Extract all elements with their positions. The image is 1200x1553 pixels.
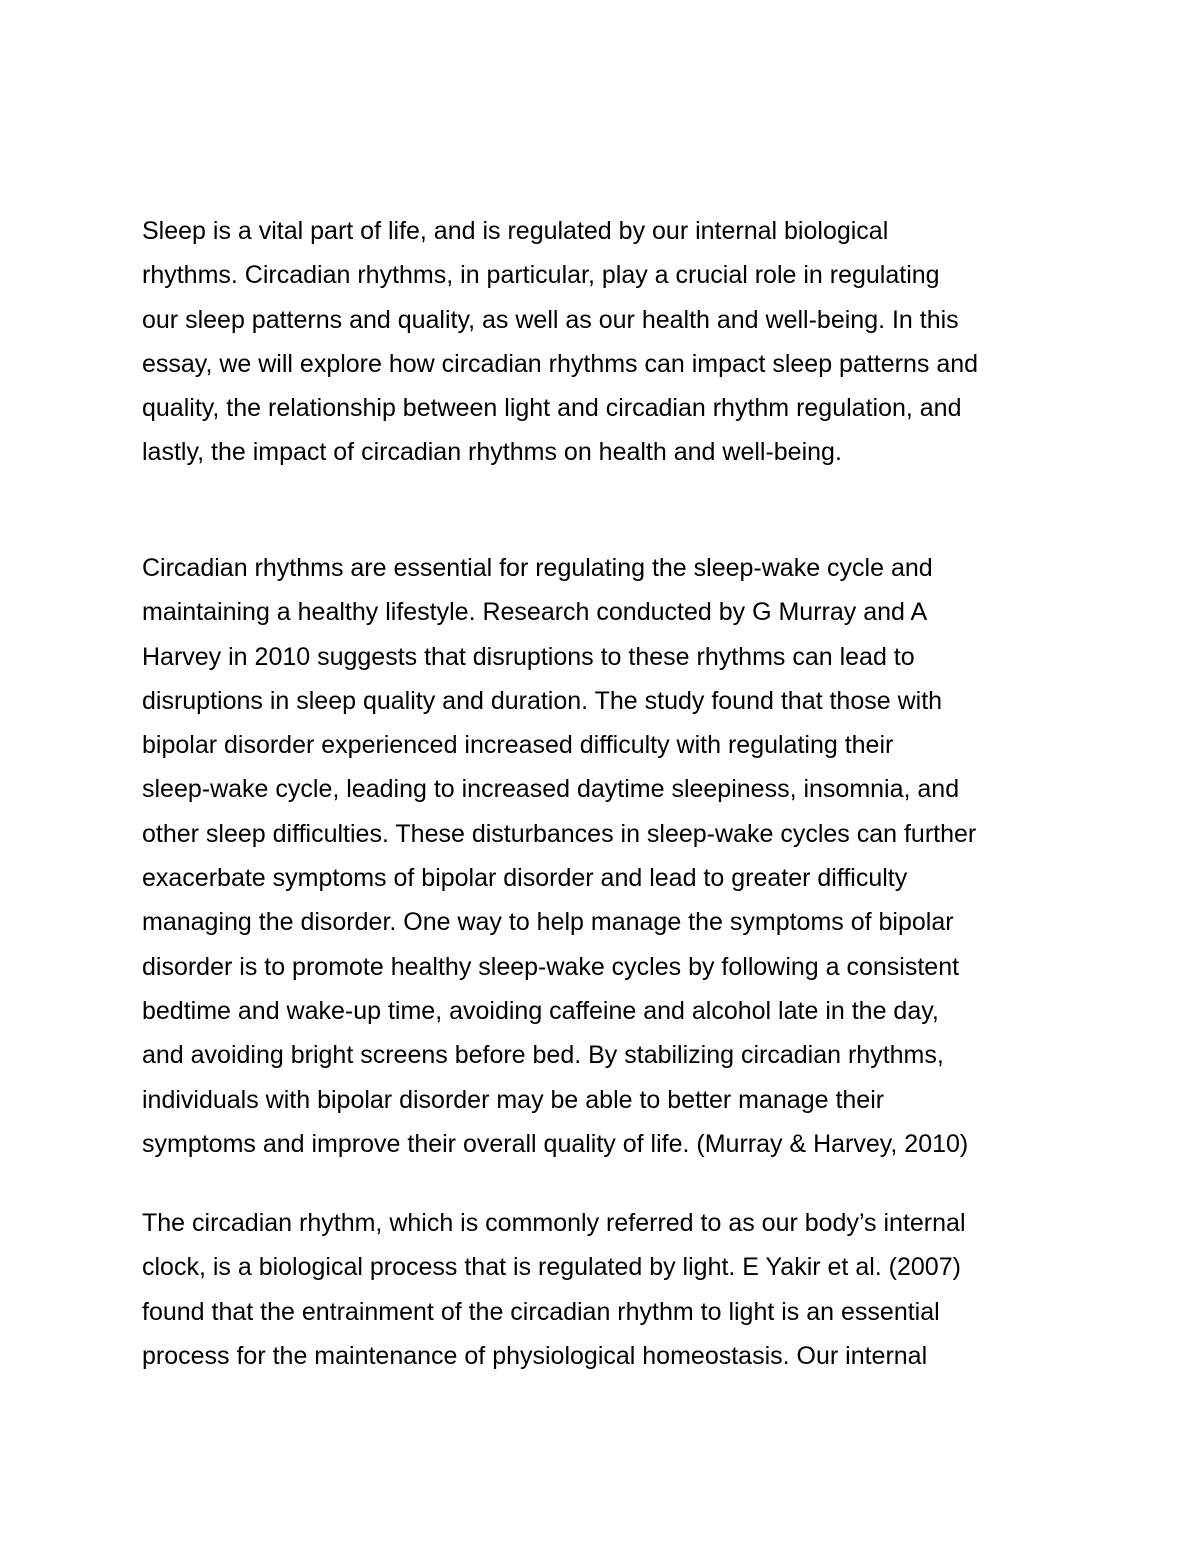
text-line: symptoms and improve their overall quality of life. (Murray & Harvey, 2010) (142, 1129, 969, 1158)
text-line: Sleep is a vital part of life, and is regulated by our internal biological (142, 217, 889, 245)
text-line: bipolar disorder experienced increased difficulty with regulating their (142, 731, 894, 760)
text-line: clock, is a biological process that is regulated by light. E Yakir et al. (2007) (142, 1253, 961, 1282)
text-line: managing the disorder. One way to help manage the symptoms of bipolar (142, 908, 954, 937)
text-line: process for the maintenance of physiological homeostasis. Our internal (142, 1341, 928, 1370)
text-line: individuals with bipolar disorder may be able to better manage their (142, 1085, 885, 1114)
text-line: Circadian rhythms are essential for regulating the sleep-wake cycle and (142, 554, 933, 582)
text-line: bedtime and wake-up time, avoiding caffeine and alcohol late in the day, (142, 996, 939, 1025)
text-line: quality, the relationship between light and circadian rhythm regulation, and (142, 394, 962, 423)
text-line: rhythms. Circadian rhythms, in particular, play a crucial role in regulating (142, 261, 940, 290)
paragraph-sleep-wake-cycle (142, 546, 976, 1166)
paragraph-light-regulation (142, 1201, 966, 1378)
text-line: other sleep difficulties. These disturbances in sleep-wake cycles can further (142, 819, 977, 848)
text-line: and avoiding bright screens before bed. By stabilizing circadian rhythms, (142, 1041, 944, 1070)
text-line: essay, we will explore how circadian rhythms can impact sleep patterns and (142, 349, 979, 378)
text-line: lastly, the impact of circadian rhythms on health and well-being. (142, 438, 842, 467)
text-line: exacerbate symptoms of bipolar disorder and lead to greater difficulty (142, 864, 908, 893)
text-line: disorder is to promote healthy sleep-wake cycles by following a consistent (142, 952, 960, 981)
text-line: sleep-wake cycle, leading to increased daytime sleepiness, insomnia, and (142, 775, 960, 804)
text-line: found that the entrainment of the circadian rhythm to light is an essential (142, 1297, 940, 1326)
text-line: maintaining a healthy lifestyle. Research conducted by G Murray and A (142, 598, 928, 627)
text-line: The circadian rhythm, which is commonly referred to as our body’s internal (142, 1209, 966, 1237)
text-line: our sleep patterns and quality, as well as our health and well-being. In this (142, 305, 959, 334)
paragraph-introduction (142, 209, 978, 475)
text-line: disruptions in sleep quality and duration. The study found that those with (142, 686, 943, 715)
text-line: Harvey in 2010 suggests that disruptions to these rhythms can lead to (142, 642, 915, 671)
